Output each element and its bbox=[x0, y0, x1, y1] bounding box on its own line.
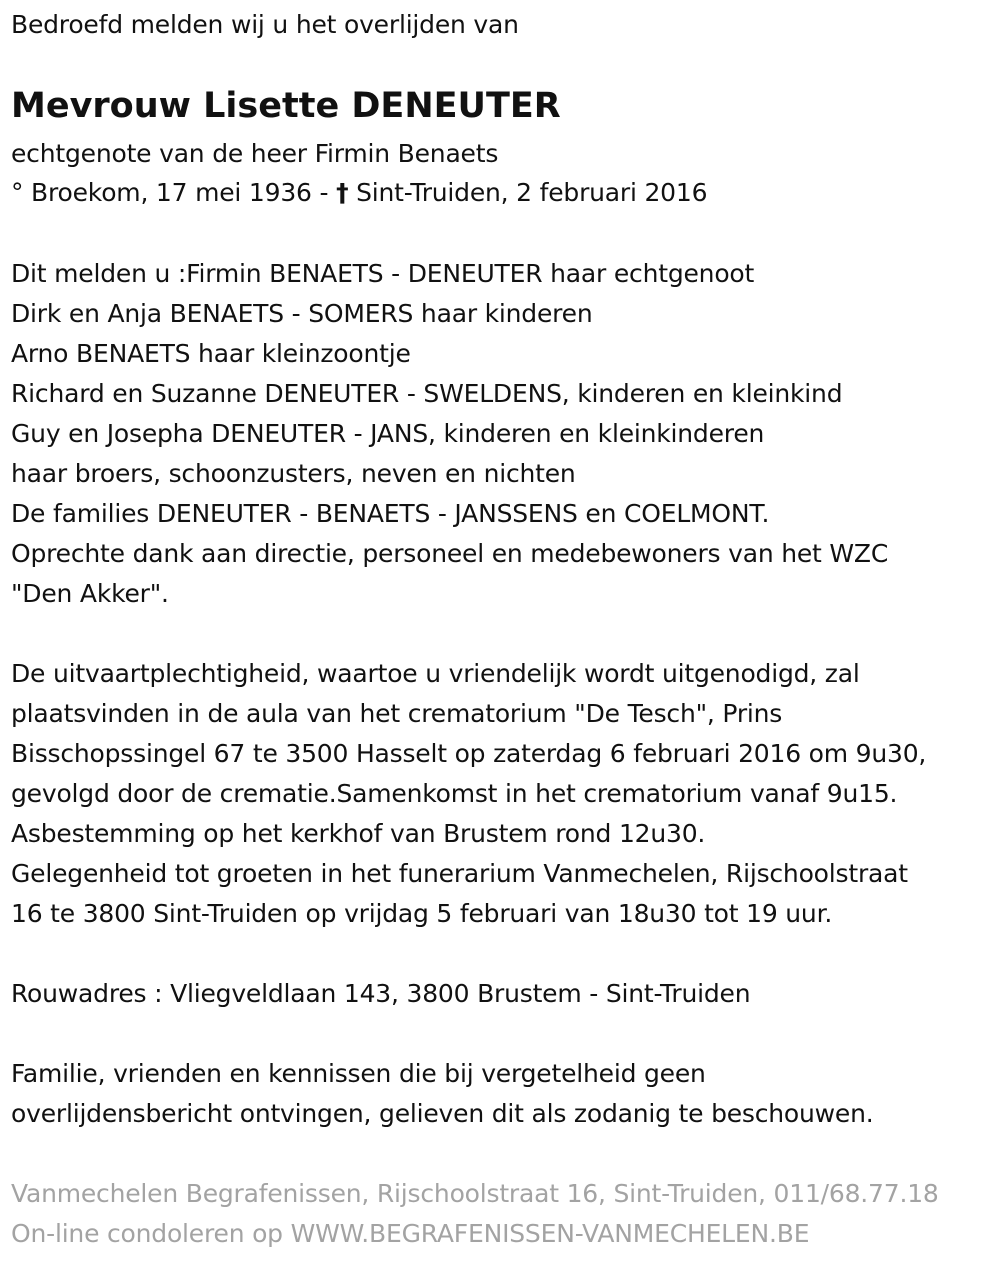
family-line: haar broers, schoonzusters, neven en nichten bbox=[11, 459, 576, 488]
intro-text: Bedroefd melden wij u het overlijden van bbox=[11, 10, 519, 39]
cross-icon: † bbox=[336, 178, 349, 207]
notice-line: Familie, vrienden en kennissen die bij vergetelheid geen bbox=[11, 1059, 706, 1088]
family-line: Guy en Josepha DENEUTER - JANS, kinderen en kleinkinderen bbox=[11, 419, 765, 448]
ceremony-line: plaatsvinden in de aula van het crematorium "De Tesch", Prins bbox=[11, 699, 783, 728]
deceased-name: Mevrouw Lisette DENEUTER bbox=[11, 86, 561, 126]
family-line: Oprechte dank aan directie, personeel en medebewoners van het WZC bbox=[11, 539, 889, 568]
family-line: "Den Akker". bbox=[11, 579, 169, 608]
ceremony-line: Bisschopssingel 67 te 3500 Hasselt op zaterdag 6 februari 2016 om 9u30, bbox=[11, 739, 927, 768]
undertaker-info: Vanmechelen Begrafenissen, Rijschoolstraat 16, Sint-Truiden, 011/68.77.18 bbox=[11, 1179, 939, 1208]
condolence-link[interactable]: On-line condoleren op WWW.BEGRAFENISSEN-VANMECHELEN.BE bbox=[11, 1219, 810, 1248]
notice-line: overlijdensbericht ontvingen, gelieven dit als zodanig te beschouwen. bbox=[11, 1099, 874, 1128]
family-line: Richard en Suzanne DENEUTER - SWELDENS, kinderen en kleinkind bbox=[11, 379, 843, 408]
birth-death-line bbox=[11, 178, 707, 208]
ceremony-line: gevolgd door de crematie.Samenkomst in het crematorium vanaf 9u15. bbox=[11, 779, 898, 808]
family-line: Dit melden u :Firmin BENAETS - DENEUTER haar echtgenoot bbox=[11, 259, 755, 288]
birth-text: ° Broekom, 17 mei 1936 - bbox=[11, 178, 337, 207]
mourning-address: Rouwadres : Vliegveldlaan 143, 3800 Brustem - Sint-Truiden bbox=[11, 979, 751, 1008]
family-line: De families DENEUTER - BENAETS - JANSSENS en COELMONT. bbox=[11, 499, 770, 528]
ceremony-line: Gelegenheid tot groeten in het funerarium Vanmechelen, Rijschoolstraat bbox=[11, 859, 908, 888]
death-text: Sint-Truiden, 2 februari 2016 bbox=[348, 178, 708, 207]
family-line: Arno BENAETS haar kleinzoontje bbox=[11, 339, 411, 368]
ceremony-line: 16 te 3800 Sint-Truiden op vrijdag 5 februari van 18u30 tot 19 uur. bbox=[11, 899, 833, 928]
family-line: Dirk en Anja BENAETS - SOMERS haar kinderen bbox=[11, 299, 593, 328]
spouse-text: echtgenote van de heer Firmin Benaets bbox=[11, 139, 499, 168]
ceremony-line: Asbestemming op het kerkhof van Brustem rond 12u30. bbox=[11, 819, 706, 848]
ceremony-line: De uitvaartplechtigheid, waartoe u vriendelijk wordt uitgenodigd, zal bbox=[11, 659, 860, 688]
